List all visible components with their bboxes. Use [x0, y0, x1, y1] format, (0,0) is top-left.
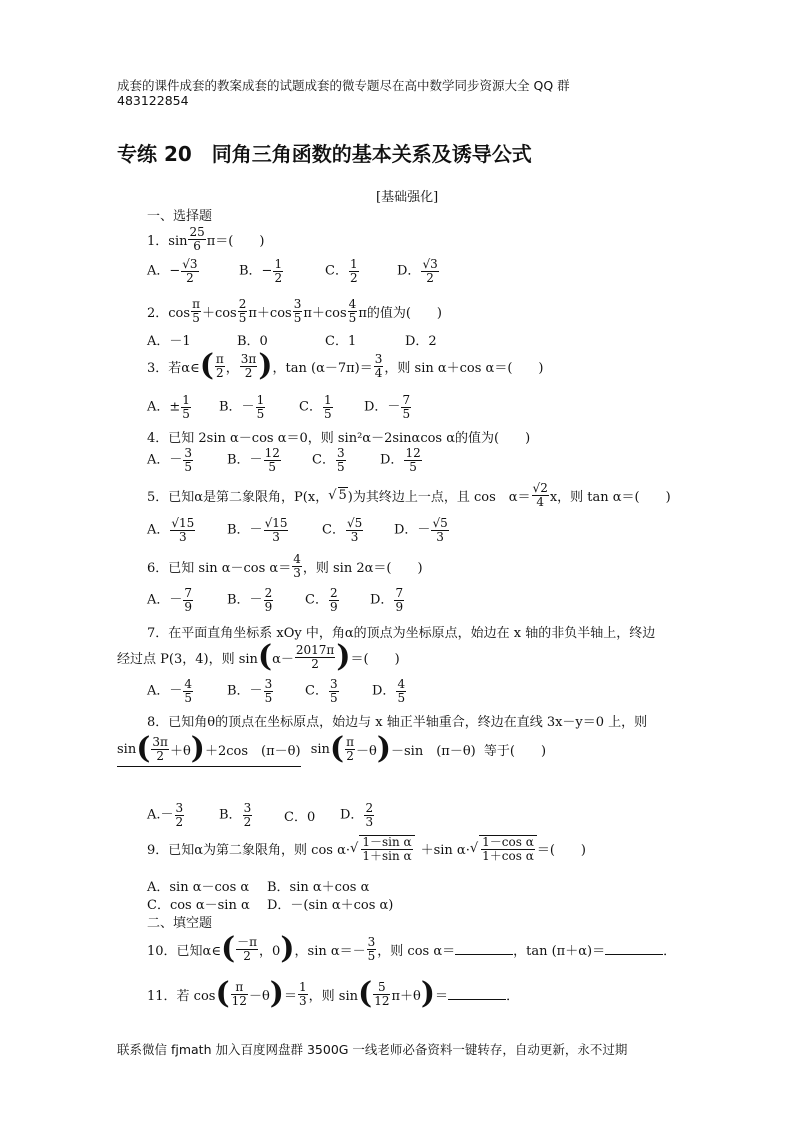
question-7-options: A．－ $\frac{4}{5}$ B．－ $\frac{3}{5}$ C． $\frac{3}{5}$ D． $\frac{4}{5}$ [147, 677, 406, 705]
question-8-options: A.－ $\frac{3}{2}$ B． $\frac{3}{2}$ C．0 D． $\frac{2}{3}$ [147, 801, 374, 829]
question-2: 2．cos $\frac{\pi}{5}$ ＋cos $\frac{2}{5}$ π＋cos $\frac{3}{5}$ π＋cos $\frac{4}{5}$ π的值为( ) [147, 297, 443, 325]
question-1-options: A．− $\frac{√3}{2}$ B．− $\frac{1}{2}$ C． $\frac{1}{2}$ D． $\frac{√3}{2}$ [147, 257, 438, 285]
section-fill: 二、填空题 [147, 916, 213, 931]
question-5-options: A． $\frac{√15}{3}$ B．－ $\frac{√15}{3}$ C． $\frac{√5}{3}$ D．－ $\frac{√5}{3}$ [147, 516, 448, 544]
footer: 联系微信 fjmath 加入百度网盘群 3500G 一线老师必备资料一键转存，自动更新，永不过期 [117, 1042, 628, 1057]
question-7-line2: 经过点 P(3，4)，则 sin ( α－ $\frac{2017\pi}{2}$ ) ＝( ) [117, 639, 400, 674]
question-9-options-row1: A．sin α－cos α B．sin α＋cos α [147, 880, 370, 895]
question-9-options-row2: C．cos α－sin α D．－(sin α＋cos α) [147, 898, 394, 913]
header-line2: 483122854 [117, 93, 189, 108]
question-1: 1．sin $\frac{25}{6}$ π＝( ) [147, 225, 265, 253]
question-4: 4．已知 2sin α－cos α＝0，则 sin²α－2sinαcos α的值为( ) [147, 431, 531, 446]
question-6: 6．已知 sin α－cos α＝ $\frac{4}{3}$ ，则 sin 2α＝( ) [147, 552, 423, 580]
question-3-options: A．± $\frac{1}{5}$ B．－ $\frac{1}{5}$ C． $\frac{1}{5}$ D．－ $\frac{7}{5}$ [147, 393, 411, 421]
question-8-expression: sin ( $\frac{3\pi}{2}$ ＋θ ) ＋2cos (π－θ) sin ( $\frac{\pi}{2}$ －θ ) －sin (π－θ) 等于( ) [117, 731, 547, 766]
question-2-options: A．－1 B．0 C．1 D．2 [147, 334, 437, 349]
header-line1: 成套的课件成套的教案成套的试题成套的微专题尽在高中数学同步资源大全 QQ 群 [117, 78, 570, 93]
question-7-line1: 7．在平面直角坐标系 xOy 中，角α的顶点为坐标原点，始边在 x 轴的非负半轴上，终边 [147, 626, 656, 641]
page-title: 专练 20 同角三角函数的基本关系及诱导公式 [117, 142, 532, 166]
subtitle: [基础强化] [376, 190, 439, 205]
answer-blank[interactable] [448, 988, 506, 1000]
question-9: 9．已知α为第二象限角，则 cos α· √ $\frac{\text{1－sin α}}{\text{1＋sin α}}$ ＋sin α· √ $\frac{\text{1－cos α}}{\text{1＋cos α}}$ ＝( ) [147, 835, 586, 863]
question-4-options: A．－ $\frac{3}{5}$ B．－ $\frac{12}{5}$ C． $\frac{3}{5}$ D． $\frac{12}{5}$ [147, 446, 421, 474]
answer-blank[interactable] [605, 943, 663, 955]
section-choice: 一、选择题 [147, 209, 213, 224]
question-5: 5．已知α是第二象限角，P(x， √ 5 )为其终边上一点，且 cos α＝ $\frac{√2}{4}$ x，则 tan α＝( ) [147, 481, 671, 509]
question-8-line1: 8．已知角θ的顶点在坐标原点，始边与 x 轴正半轴重合，终边在直线 3x－y＝0 上，则 [147, 715, 648, 730]
question-11: 11．若 cos ( $\frac{\pi}{12}$ －θ ) ＝ $\frac{1}{3}$ ，则 sin ( $\frac{5}{12}$ π＋θ ) ＝ ． [147, 976, 520, 1011]
answer-blank[interactable] [455, 943, 513, 955]
question-3: 3．若α∈ ( $\frac{\pi}{2}$ ， $\frac{3\pi}{2}$ ) ，tan (α－7π)＝ $\frac{3}{4}$ ，则 sin α＋cos α＝( ) [147, 348, 544, 383]
question-6-options: A．－ $\frac{7}{9}$ B．－ $\frac{2}{9}$ C． $\frac{2}{9}$ D． $\frac{7}{9}$ [147, 586, 404, 614]
fraction: $\frac{25}{6}$ [189, 225, 205, 253]
question-10: 10．已知α∈ ( $\frac{-\pi}{2}$ ，0 ) ，sin α＝－ $\frac{3}{5}$ ，则 cos α＝ ，tan (π＋α)＝ ． [147, 931, 677, 966]
